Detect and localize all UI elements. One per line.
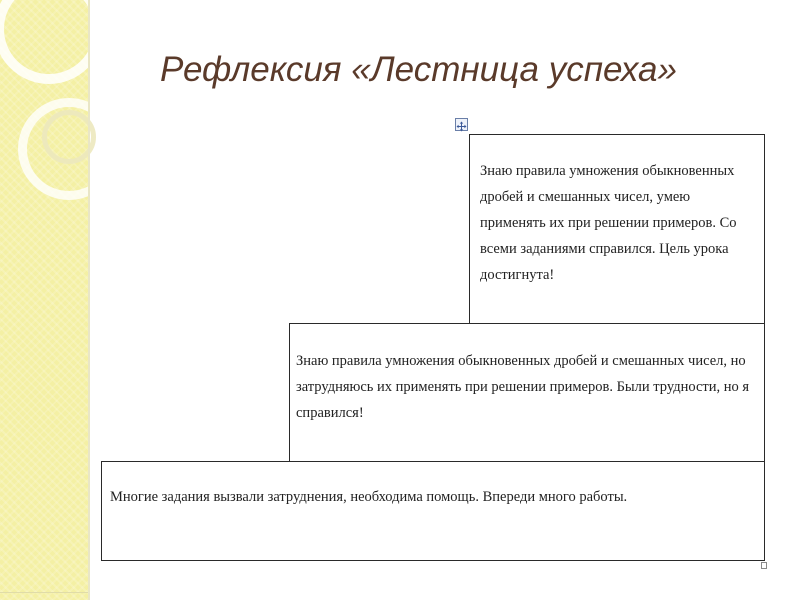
decorative-side-strip (0, 0, 88, 600)
ladder-step-middle-text: Знаю правила умножения обыкновенных дробей и смешанных чисел, но затрудняюсь их применять при решении примеров. Были трудности, но я справился! (296, 353, 750, 421)
ladder-step-bottom-text: Многие задания вызвали затруднения, необходима помощь. Впереди много работы. (110, 489, 628, 505)
end-of-cell-icon (761, 562, 767, 569)
ladder-step-top (469, 134, 765, 324)
strip-edge-divider (88, 0, 90, 600)
ladder-step-bottom (101, 461, 765, 561)
slide-title: Рефлексия «Лестница успеха» (160, 50, 677, 89)
move-arrows-icon-glyph (456, 121, 467, 132)
ladder-step-middle (289, 323, 765, 462)
divider (0, 592, 88, 593)
ladder-step-top-text: Знаю правила умножения обыкновенных дробей и смешанных чисел, умею применять их при решении примеров. Со всеми заданиями справился. Цель урока достигнута! (480, 163, 737, 283)
move-arrows-icon[interactable] (455, 118, 468, 131)
